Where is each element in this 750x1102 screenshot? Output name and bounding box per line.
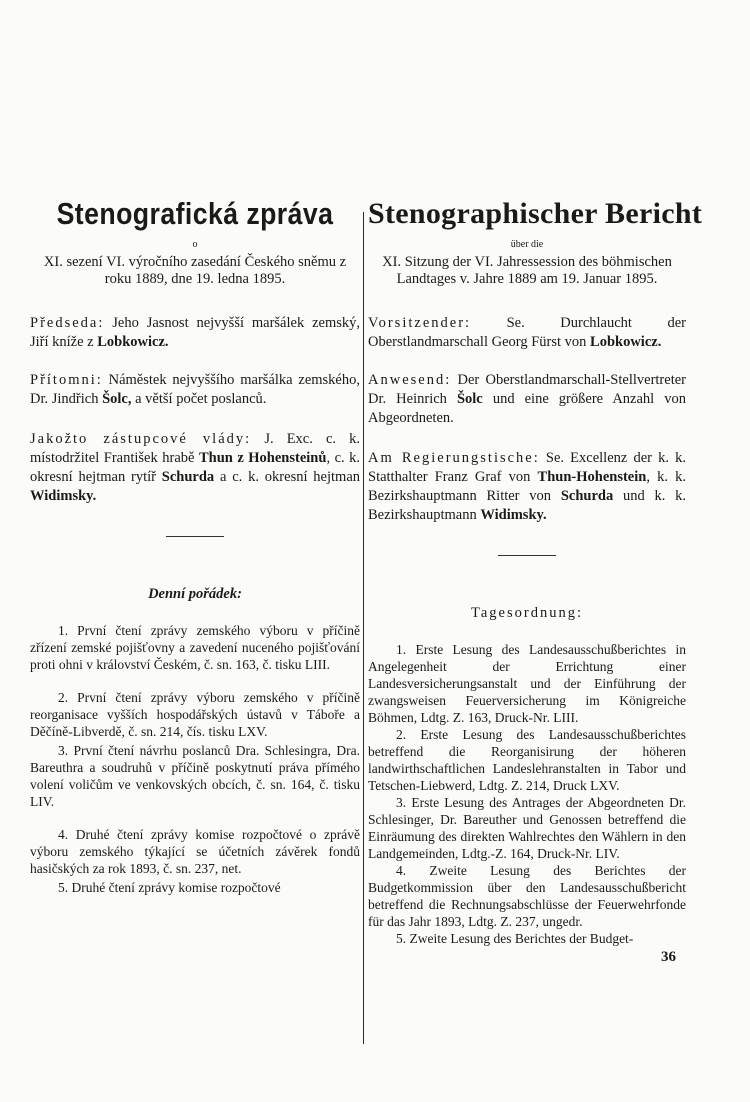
german-gov-name1: Thun-Hohenstein xyxy=(537,469,647,485)
czech-gov-text1: J. Exc. c. k. místodržitel František hrabě xyxy=(30,431,361,466)
german-present-rest: und eine größere Anzahl von Abgeordneten. xyxy=(368,391,687,426)
czech-agenda-item-1: 1. První čtení zprávy zemského výboru v příčině zřízení zemské pojišťovny a zavedení nuceného pojišťování proti ohni v království Českém, č. sn. 163, č. tisku LIII. xyxy=(30,623,360,672)
czech-present-rest: a větší počet poslanců. xyxy=(135,391,267,407)
czech-gov-text2: , c. k. okresní hejtman rytíř xyxy=(30,450,361,485)
german-presiding-label: Vorsitzender: xyxy=(368,315,472,331)
czech-gov-text3: a c. k. okresní hejtman xyxy=(220,469,361,485)
german-present-label: Anwesend: xyxy=(368,372,452,388)
german-agenda-item-3: 3. Erste Lesung des Antrages der Abgeordneten Dr. Schlesinger, Dr. Bareuther und Genossen betreffend die Einräumung des direkten Wahlrechtes den Wählern in den Landgemeinden, Ldtg.-Z. 164, Druck-Nr. LIV. xyxy=(368,795,686,861)
czech-presiding-text: Jeho Jasnost nejvyšší maršálek zemský, Jiří kníže z xyxy=(30,315,360,350)
german-gov-text2: , k. k. Bezirkshauptmann Ritter von xyxy=(368,469,687,504)
czech-separator-rule xyxy=(166,536,224,537)
czech-presiding-name: Lobkowicz. xyxy=(97,334,169,350)
czech-gov-name2: Schurda xyxy=(161,469,215,485)
czech-presiding-label: Předseda: xyxy=(30,315,105,331)
czech-agenda-item-4: 4. Druhé čtení zprávy komise rozpočtové o zprávě výboru zemského týkající se účetních závěrek fondů hasičských za rok 1893, č. sn. 237, net. xyxy=(30,827,360,876)
czech-agenda-list xyxy=(30,622,360,896)
czech-agenda-item-5: 5. Druhé čtení zprávy komise rozpočtové xyxy=(58,880,281,895)
german-column xyxy=(368,196,703,966)
german-presiding xyxy=(368,314,686,352)
czech-agenda-item-2: 2. První čtení zprávy výboru zemského v příčině reorganisace vyšších hospodářských ústavů v Táboře a Děčíně-Libverdě, č. sn. 214, čís. tisku LXV. xyxy=(30,690,360,739)
german-gov-label: Am Regierungstische: xyxy=(368,450,540,466)
column-divider xyxy=(363,212,364,1044)
czech-gov-name1: Thun z Hohensteinů xyxy=(198,450,327,466)
german-government xyxy=(368,449,686,525)
czech-connector: o xyxy=(192,239,198,250)
german-title: Stenographischer Bericht xyxy=(368,197,703,230)
german-present-name: Šolc xyxy=(456,391,483,407)
czech-present xyxy=(30,371,360,409)
german-agenda-list xyxy=(368,641,686,947)
german-presiding-text: Se. Durchlaucht der Oberstlandmarschall Georg Fürst von xyxy=(368,315,686,350)
german-gov-name2: Schurda xyxy=(560,488,614,504)
czech-present-text: Náměstek nejvyššího maršálka zemského, Dr. Jindřich xyxy=(30,372,360,407)
czech-session-line: XI. sezení VI. výročního zasedání Českého sněmu z roku 1889, dne 19. ledna 1895. xyxy=(43,254,347,287)
czech-present-label: Přítomni: xyxy=(30,372,103,388)
german-connector: über die xyxy=(510,239,544,250)
czech-present-name: Šolc, xyxy=(102,391,132,407)
czech-title: Stenografická zpráva xyxy=(56,196,334,231)
czech-column xyxy=(30,196,360,896)
german-presiding-name: Lobkowicz. xyxy=(590,334,662,350)
czech-agenda-item-3: 3. První čtení návrhu poslanců Dra. Schlesingra, Dra. Bareuthra a soudruhů v příčině poskytnutí práva přímého volení voličům ve venkovských obcích, č. sn. 164, č. tisku LIV. xyxy=(30,743,360,809)
german-separator-rule xyxy=(498,555,556,556)
german-session-line: XI. Sitzung der VI. Jahressession des böhmischen Landtages v. Jahre 1889 am 19. Januar 1895. xyxy=(382,254,672,287)
czech-agenda-title: Denní pořádek: xyxy=(148,586,242,602)
czech-government xyxy=(30,430,360,506)
german-present-text: Der Oberstlandmarschall-Stellvertreter Dr. Heinrich xyxy=(368,372,686,407)
german-present xyxy=(368,371,686,428)
czech-gov-name3: Widimsky. xyxy=(30,488,97,504)
german-gov-text3: und k. k. Bezirkshauptmann xyxy=(368,488,687,523)
german-agenda-item-4: 4. Zweite Lesung des Berichtes der Budgetkommission über den Landesausschußbericht betreffend die Rechnungsabschlüsse der Feuerwehrfonde für das Jahr 1893, Ldtg. Z. 237, ungedr. xyxy=(368,863,686,929)
czech-presiding xyxy=(30,314,360,352)
german-gov-text1: Se. Excellenz der k. k. Statthalter Franz Graf von xyxy=(368,450,686,485)
german-agenda-item-1: 1. Erste Lesung des Landesausschußberichtes in Angelegenheit der Errichtung einer Landesversicherungsanstalt und der Einführung der zwangsweisen Feuerversicherung im Königreiche Böhmen, Ldtg. Z. 163, Druck-Nr. LIII. xyxy=(368,642,686,725)
german-agenda-item-2: 2. Erste Lesung des Landesausschußberichtes betreffend die Reorganisirung der höheren landwirthschaftlichen Landeslehranstalten in Tabor und Tetschen-Liebwerd, Ldtg. Z. 214, Druck LXV. xyxy=(368,727,686,793)
czech-gov-label: Jakožto zástupcové vlády: xyxy=(30,431,252,447)
page-number: 36 xyxy=(661,949,676,965)
german-gov-name3: Widimsky. xyxy=(480,507,547,523)
german-agenda-title: Tagesordnung: xyxy=(471,605,583,621)
german-agenda-item-5: 5. Zweite Lesung des Berichtes der Budget- xyxy=(396,931,634,946)
